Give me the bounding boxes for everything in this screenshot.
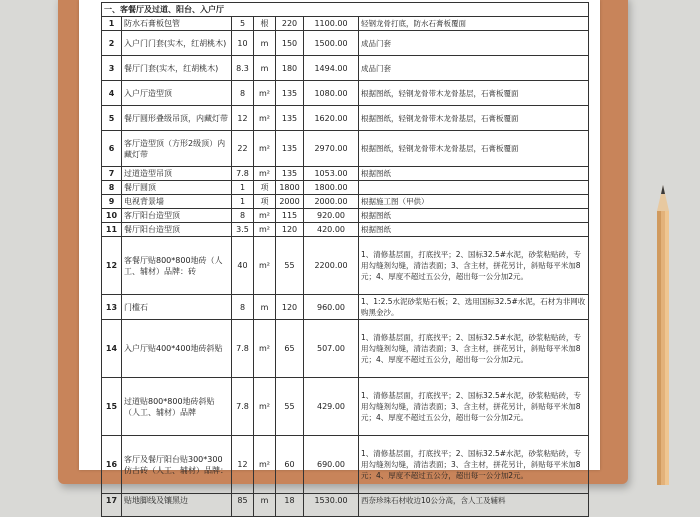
unit-cell: m (254, 295, 276, 320)
item-name-cell: 餐厅门套(实木，红胡桃木) (122, 56, 232, 81)
notes-cell: 西奈珍珠石材收边10公分高，含人工及辅料 (359, 494, 589, 517)
quantity-cell: 7.8 (232, 167, 254, 181)
unit-price-cell: 60 (276, 436, 304, 494)
unit-cell: m (254, 31, 276, 56)
unit-cell: m (254, 494, 276, 517)
notes-cell: 1、清修基层面，打底找平；2、国标32.5#水泥，砂浆粘贴砖，专用勾缝剂勾缝，清洁表面；3、含主材，拼花另计，斜贴每平米加8元；4、厚度不超过五公分，超出每一公分加2元。 (359, 320, 589, 378)
table-row (102, 223, 589, 237)
unit-cell: m² (254, 209, 276, 223)
notes-cell: 成品门套 (359, 56, 589, 81)
item-name-cell: 过道贴800*800地砖斜贴（人工、辅材）品牌 (122, 378, 232, 436)
item-name-cell: 餐厅阳台造型顶 (122, 223, 232, 237)
item-name-cell: 门槛石 (122, 295, 232, 320)
unit-cell: m (254, 56, 276, 81)
total-cell: 1100.00 (304, 17, 359, 31)
row-number-cell: 14 (102, 320, 122, 378)
table-row (102, 17, 589, 31)
pencil-icon (654, 185, 672, 485)
unit-cell: m² (254, 81, 276, 106)
table-row (102, 81, 589, 106)
notes-cell: 根据图纸，轻钢龙骨带木龙骨基层，石膏板覆面 (359, 106, 589, 131)
unit-cell: 项 (254, 181, 276, 195)
total-cell: 429.00 (304, 378, 359, 436)
unit-price-cell: 135 (276, 81, 304, 106)
total-cell: 1530.00 (304, 494, 359, 517)
quotation-table (101, 2, 589, 517)
notes-cell: 根据图纸 (359, 223, 589, 237)
unit-price-cell: 150 (276, 31, 304, 56)
row-number-cell: 12 (102, 237, 122, 295)
quantity-cell: 3.5 (232, 223, 254, 237)
notes-cell: 根据图纸，轻钢龙骨带木龙骨基层，石膏板覆面 (359, 131, 589, 167)
quantity-cell: 12 (232, 106, 254, 131)
notes-cell: 1、清修基层面，打底找平；2、国标32.5#水泥，砂浆粘贴砖，专用勾缝剂勾缝，清洁表面；3、含主材，拼花另计，斜贴每平米加8元；4、厚度不超过五公分，超出每一公分加2元。 (359, 378, 589, 436)
total-cell: 1800.00 (304, 181, 359, 195)
item-name-cell: 电视背景墙 (122, 195, 232, 209)
quantity-cell: 8.3 (232, 56, 254, 81)
quantity-cell: 1 (232, 181, 254, 195)
item-name-cell: 客厅及餐厅阳台贴300*300仿古砖（人工、辅材）品牌： (122, 436, 232, 494)
total-cell: 1494.00 (304, 56, 359, 81)
notes-cell: 轻钢龙骨打底，防水石膏板覆面 (359, 17, 589, 31)
table-row (102, 378, 589, 436)
quantity-cell: 10 (232, 31, 254, 56)
table-row (102, 167, 589, 181)
total-cell: 507.00 (304, 320, 359, 378)
unit-price-cell: 18 (276, 494, 304, 517)
item-name-cell: 入户厅造型顶 (122, 81, 232, 106)
row-number-cell: 8 (102, 181, 122, 195)
table-row (102, 436, 589, 494)
notes-cell: 1、1:2.5水泥砂浆贴石板；2、选用国标32.5#水泥，石材为非网收购黑金沙。 (359, 295, 589, 320)
table-row (102, 106, 589, 131)
row-number-cell: 11 (102, 223, 122, 237)
unit-cell: m² (254, 436, 276, 494)
table-row (102, 494, 589, 517)
table-row (102, 131, 589, 167)
total-cell: 1053.00 (304, 167, 359, 181)
unit-cell: 项 (254, 195, 276, 209)
quantity-cell: 7.8 (232, 378, 254, 436)
row-number-cell: 17 (102, 494, 122, 517)
row-number-cell: 10 (102, 209, 122, 223)
item-name-cell: 过道造型吊顶 (122, 167, 232, 181)
notes-cell: 成品门套 (359, 31, 589, 56)
table-row (102, 181, 589, 195)
table-row (102, 295, 589, 320)
quantity-cell: 1 (232, 195, 254, 209)
notes-cell: 1、清修基层面，打底找平；2、国标32.5#水泥，砂浆粘贴砖，专用勾缝剂勾缝，清洁表面；3、含主材，拼花另计，斜贴每平米加8元；4、厚度不超过五公分，超出每一公分加2元。 (359, 436, 589, 494)
total-cell: 420.00 (304, 223, 359, 237)
total-cell: 1080.00 (304, 81, 359, 106)
row-number-cell: 2 (102, 31, 122, 56)
unit-price-cell: 55 (276, 378, 304, 436)
notes-cell: 根据图纸 (359, 209, 589, 223)
section-header-row (102, 3, 589, 17)
row-number-cell: 3 (102, 56, 122, 81)
table-row (102, 237, 589, 295)
notes-cell: 1、清修基层面，打底找平；2、国标32.5#水泥，砂浆粘贴砖，专用勾缝剂勾缝，清洁表面；3、含主材，拼花另计，斜贴每平米加8元；4、厚度不超过五公分，超出每一公分加2元。 (359, 237, 589, 295)
quantity-cell: 7.8 (232, 320, 254, 378)
unit-price-cell: 120 (276, 223, 304, 237)
quantity-cell: 8 (232, 295, 254, 320)
table-row (102, 320, 589, 378)
unit-price-cell: 115 (276, 209, 304, 223)
row-number-cell: 4 (102, 81, 122, 106)
quantity-cell: 8 (232, 209, 254, 223)
row-number-cell: 13 (102, 295, 122, 320)
quantity-cell: 85 (232, 494, 254, 517)
quantity-cell: 40 (232, 237, 254, 295)
total-cell: 690.00 (304, 436, 359, 494)
unit-cell: m² (254, 106, 276, 131)
unit-cell: m² (254, 237, 276, 295)
quantity-cell: 22 (232, 131, 254, 167)
unit-price-cell: 1800 (276, 181, 304, 195)
unit-cell: 根 (254, 17, 276, 31)
unit-price-cell: 135 (276, 167, 304, 181)
quantity-cell: 5 (232, 17, 254, 31)
unit-price-cell: 135 (276, 131, 304, 167)
notes-cell: 根据图纸 (359, 167, 589, 181)
table-row (102, 56, 589, 81)
item-name-cell: 客厅阳台造型顶 (122, 209, 232, 223)
total-cell: 960.00 (304, 295, 359, 320)
unit-price-cell: 2000 (276, 195, 304, 209)
unit-cell: m² (254, 167, 276, 181)
table-row (102, 195, 589, 209)
unit-price-cell: 220 (276, 17, 304, 31)
item-name-cell: 入户厅贴400*400地砖斜贴 (122, 320, 232, 378)
quotation-sheet (79, 0, 600, 505)
item-name-cell: 餐厅圆顶 (122, 181, 232, 195)
total-cell: 2200.00 (304, 237, 359, 295)
row-number-cell: 6 (102, 131, 122, 167)
unit-cell: m² (254, 223, 276, 237)
unit-price-cell: 120 (276, 295, 304, 320)
unit-cell: m² (254, 378, 276, 436)
item-name-cell: 餐厅圆形叠级吊顶，内藏灯带 (122, 106, 232, 131)
row-number-cell: 1 (102, 17, 122, 31)
total-cell: 2970.00 (304, 131, 359, 167)
row-number-cell: 5 (102, 106, 122, 131)
row-number-cell: 9 (102, 195, 122, 209)
unit-price-cell: 55 (276, 237, 304, 295)
unit-price-cell: 135 (276, 106, 304, 131)
row-number-cell: 16 (102, 436, 122, 494)
unit-price-cell: 65 (276, 320, 304, 378)
table-row (102, 209, 589, 223)
quantity-cell: 12 (232, 436, 254, 494)
table-row (102, 31, 589, 56)
total-cell: 2000.00 (304, 195, 359, 209)
unit-cell: m² (254, 320, 276, 378)
quantity-cell: 8 (232, 81, 254, 106)
total-cell: 920.00 (304, 209, 359, 223)
item-name-cell: 防水石膏板包管 (122, 17, 232, 31)
section-title: 一、客餐厅及过道、阳台、入户厅 (102, 3, 589, 17)
item-name-cell: 入户门门套(实木，红胡桃木) (122, 31, 232, 56)
row-number-cell: 15 (102, 378, 122, 436)
notes-cell: 根据施工图（甲供） (359, 195, 589, 209)
total-cell: 1620.00 (304, 106, 359, 131)
notes-cell (359, 181, 589, 195)
row-number-cell: 7 (102, 167, 122, 181)
notes-cell: 根据图纸，轻钢龙骨带木龙骨基层，石膏板覆面 (359, 81, 589, 106)
item-name-cell: 贴地脚线及镶黑边 (122, 494, 232, 517)
unit-cell: m² (254, 131, 276, 167)
total-cell: 1500.00 (304, 31, 359, 56)
item-name-cell: 客餐厅贴800*800地砖（人工、辅材）品牌：砖 (122, 237, 232, 295)
item-name-cell: 客厅造型顶（方形2级顶）内藏灯带 (122, 131, 232, 167)
unit-price-cell: 180 (276, 56, 304, 81)
